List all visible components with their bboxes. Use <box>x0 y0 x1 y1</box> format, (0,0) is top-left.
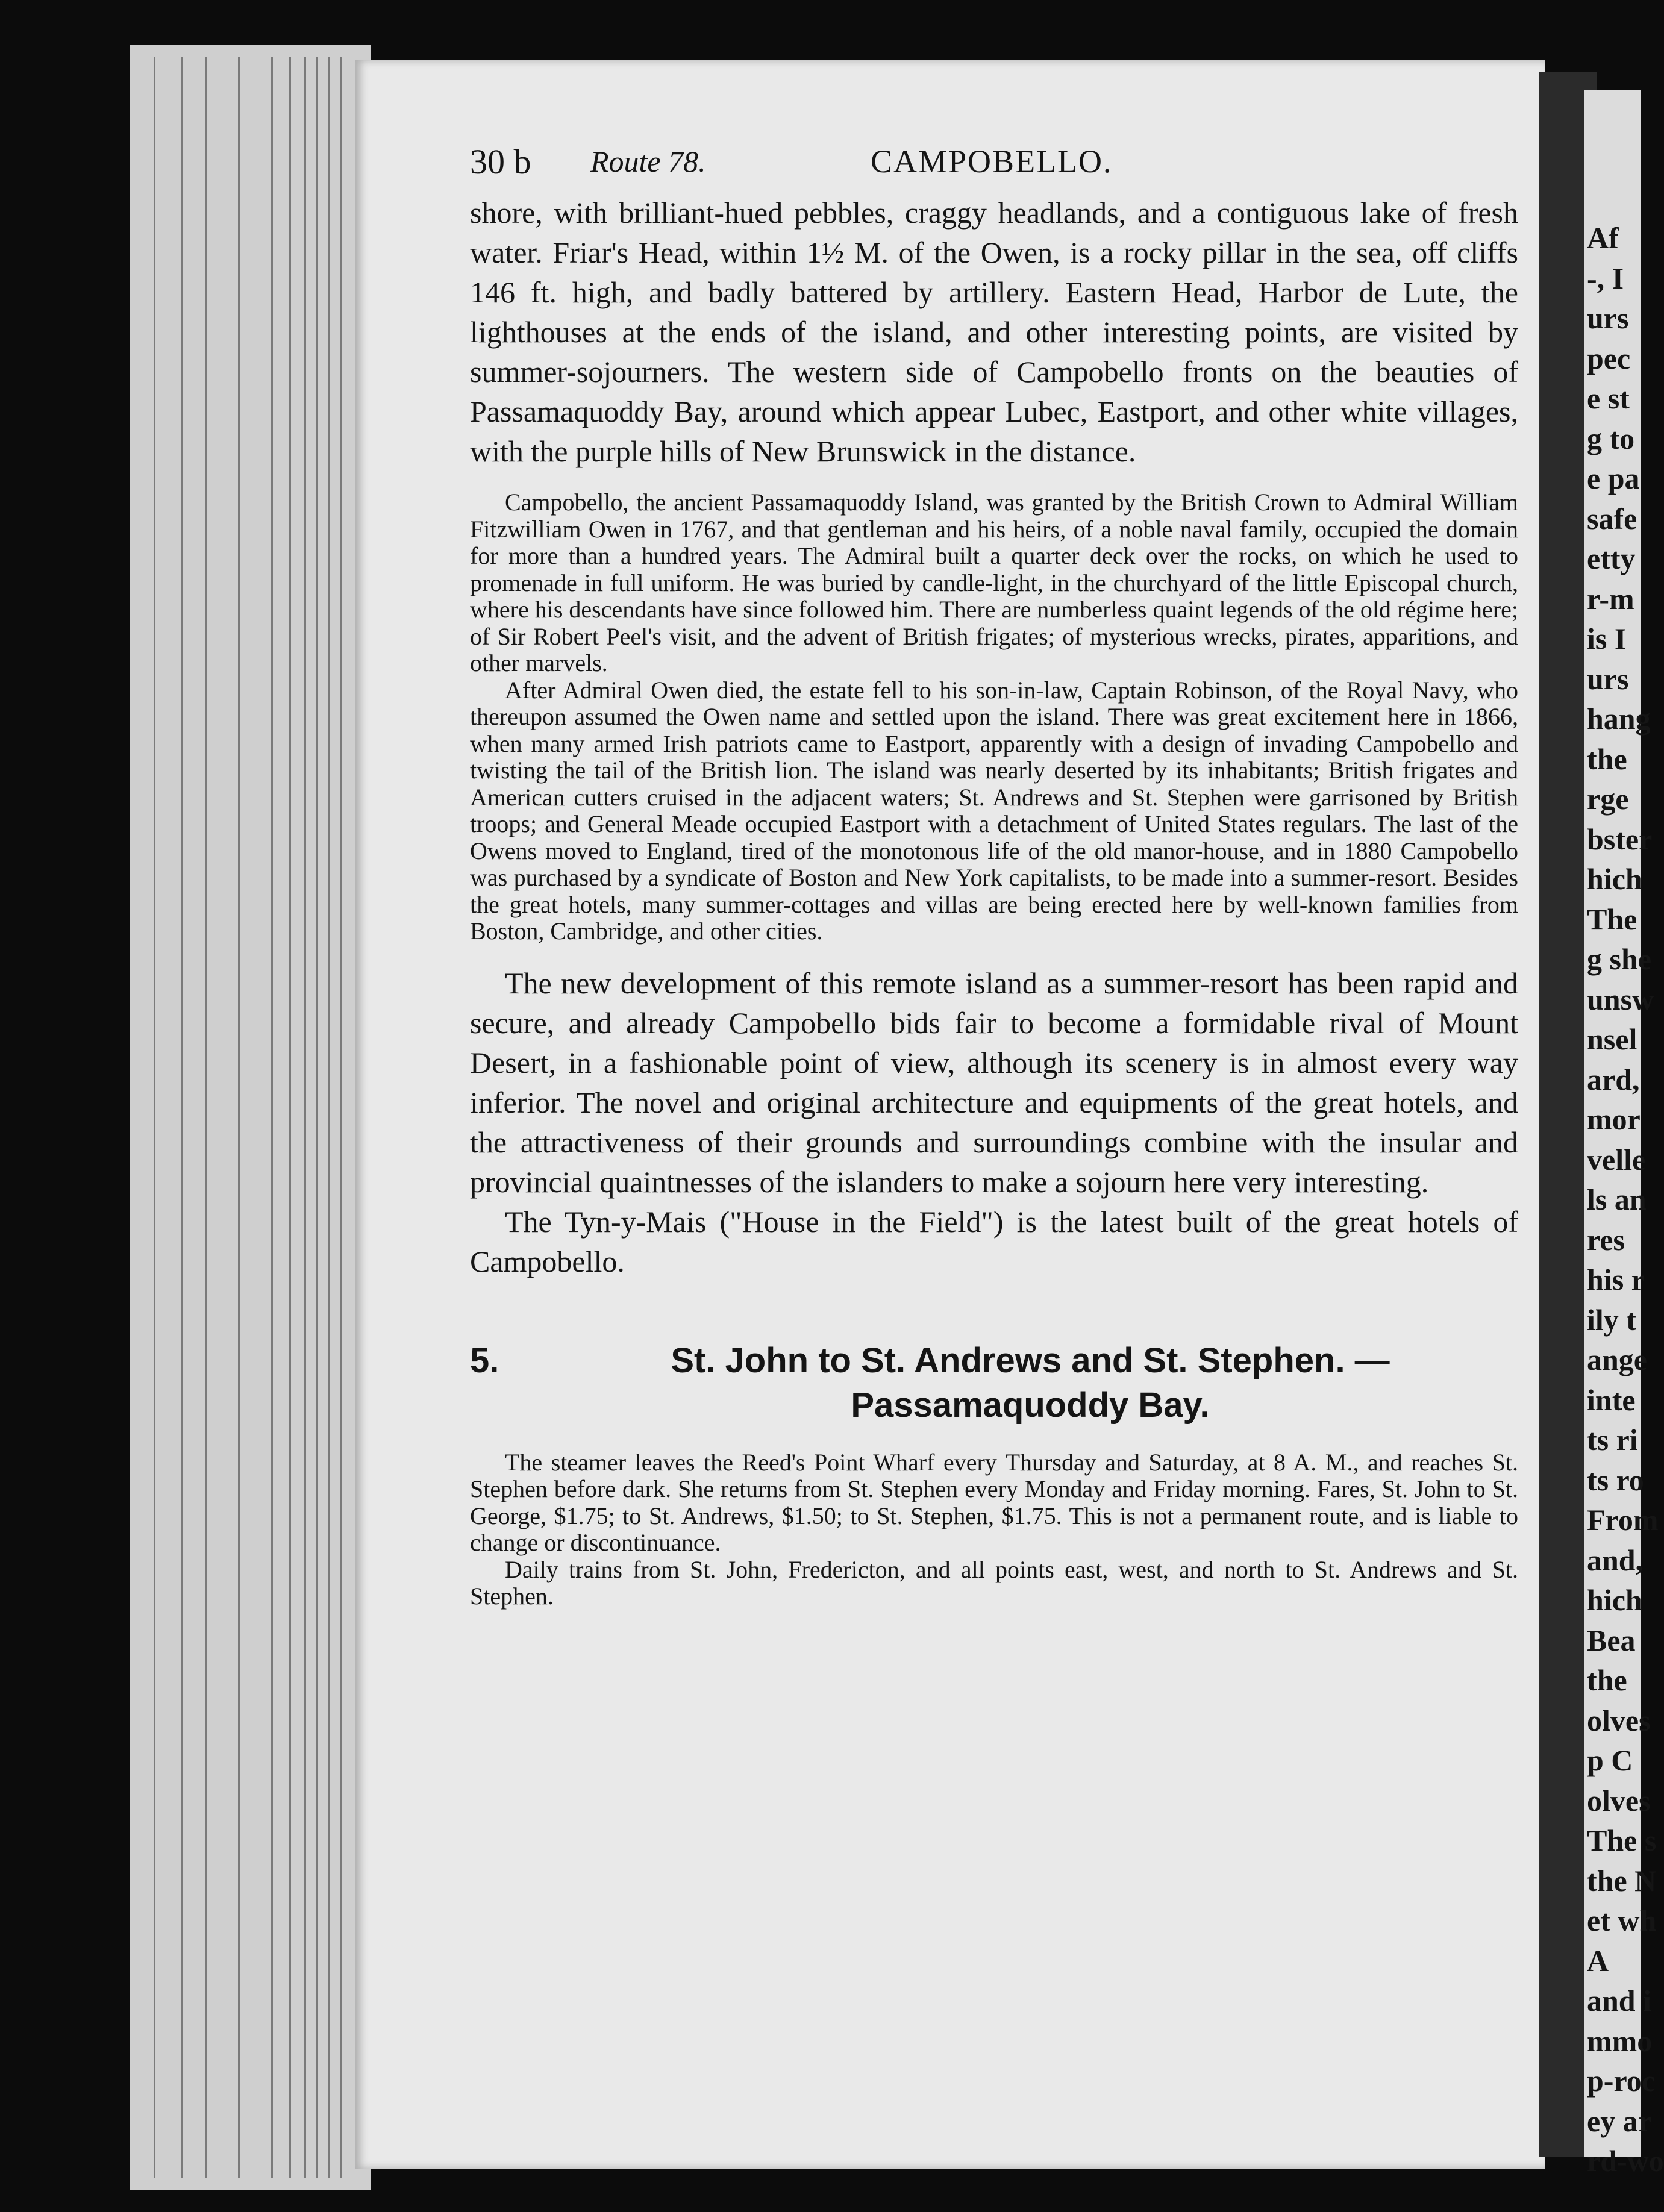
facing-page-line: the <box>1587 742 1627 776</box>
facing-page-line: ts ri <box>1587 1423 1638 1457</box>
route-note: The steamer leaves the Reed's Point Wharf every Thursday and Saturday, at 8 A. M., and reaches St. Stephen before dark. She returns from St. Stephen every Monday and Friday morning. Fares, St. John to St. George, $1.75; to St. Andrews, $1.50; to St. Stephen, $1.75. This is not a permanent route, and is liable to change or discontinuance. <box>470 1448 1518 1556</box>
page-edge <box>340 57 342 2178</box>
facing-page-line: his r <box>1587 1263 1645 1296</box>
fine-print-paragraph: Campobello, the ancient Passamaquoddy Island, was granted by the British Crown to Admiral William Fitzwilliam Owen in 1767, and that gentleman and his heirs, of a noble naval family, occupied the domain for more than a hundred years. The Admiral built a quarter deck over the rocks, on which he used to promenade in full uniform. He was buried by candle-light, in the churchyard of the little Episcopal church, where his descendants have since followed him. There are numberless quaint legends of the old régime here; of Sir Robert Peel's visit, and the advent of British frigates; of mysterious wrecks, pirates, apparitions, and other marvels. <box>470 489 1518 676</box>
facing-page-line: ard, <box>1587 1062 1640 1096</box>
facing-page-line: rge <box>1587 782 1629 816</box>
facing-page-line: ey ar <box>1587 2104 1651 2138</box>
facing-page-line: olves <box>1587 1783 1651 1817</box>
facing-page-line: rd-wo <box>1587 2144 1664 2178</box>
facing-page-line: hich <box>1587 1583 1642 1617</box>
facing-page-line: inte <box>1587 1382 1636 1417</box>
facing-page-line: e st <box>1587 381 1630 415</box>
page-edge <box>289 57 291 2178</box>
facing-page-line: hang <box>1587 702 1651 736</box>
facing-page-line: From <box>1587 1503 1659 1537</box>
facing-page <box>1584 90 1664 2178</box>
page-edge <box>316 57 318 2178</box>
facing-page-line: olves <box>1587 1703 1651 1737</box>
section-heading <box>470 1339 1518 1428</box>
body-paragraph: The Tyn-y-Mais ("House in the Field") is the latest built of the great hotels of Campobello. <box>470 1204 1518 1278</box>
facing-page-line: unsw <box>1587 982 1654 1016</box>
page-edge <box>271 57 273 2178</box>
page-number: 30 b <box>470 142 531 181</box>
page-edge <box>181 57 183 2178</box>
facing-page-line: urs <box>1587 301 1629 335</box>
page-edge <box>304 57 306 2178</box>
facing-page-line: pec <box>1587 341 1631 375</box>
facing-page-line: g she <box>1587 942 1651 976</box>
route-label: Route 78. <box>590 145 706 178</box>
fine-print-paragraph: After Admiral Owen died, the estate fell to his son-in-law, Captain Robinson, of the Royal Navy, who thereupon assumed the Owen name and settled upon the island. There was great excitement here in 1866, when many armed Irish patriots came to Eastport, apparently with a design of invading Campobello and twisting the tail of the British lion. The island was nearly deserted by its inhabitants; British frigates and American cutters cruised in the adjacent waters; St. Andrews and St. Stephen were garrisoned by British troops; and General Meade occupied Eastport with a detachment of United States regulars. The last of the Owens moved to England, tired of the monotonous life of the old manor-house, and in 1880 Campobello was purchased by a syndicate of Boston and New York capitalists, to be made into a summer-resort. Besides the great hotels, many summer-cottages and villas are being erected here by well-known families from Boston, Cambridge, and other cities. <box>470 676 1518 945</box>
running-header <box>470 136 1518 193</box>
facing-page-line: p C <box>1587 1743 1633 1777</box>
facing-page-line: mor <box>1587 1102 1641 1136</box>
section-title: St. John to St. Andrews and St. Stephen. — Passamaquoddy Bay. <box>671 1340 1390 1425</box>
facing-page-line: ange <box>1587 1343 1647 1376</box>
facing-page-line: Af <box>1587 221 1619 255</box>
facing-page-line: and i <box>1587 1984 1652 2017</box>
facing-page-line: is I <box>1587 622 1627 655</box>
facing-page-line: nsel <box>1587 1022 1637 1056</box>
page-edge <box>154 57 155 2178</box>
facing-page-line: -, I <box>1587 261 1624 295</box>
facing-page-line: A <box>1587 1943 1609 1978</box>
facing-page-line: ts ro <box>1587 1463 1644 1497</box>
facing-page-line: velle <box>1587 1142 1646 1176</box>
facing-page-line: p-roc <box>1587 2064 1655 2098</box>
facing-page-line: mmo <box>1587 2023 1653 2058</box>
facing-page-line: ls an <box>1587 1183 1647 1216</box>
facing-page-line: Bea <box>1587 1623 1636 1657</box>
facing-page-line: the <box>1587 1663 1627 1697</box>
body-paragraph: The new development of this remote island as a summer-resort has been rapid and secure, and already Campobello bids fair to become a formidable rival of Mount Desert, in a fashionable point of view, although its scenery is in almost every way inferior. The novel and original architecture and equipments of the great hotels, and the attractiveness of their grounds and surroundings combine with the insular and provincial quaintnesses of the islanders to make a sojourn here very interesting. <box>470 966 1518 1199</box>
facing-page-line: bster <box>1587 822 1653 856</box>
body-paragraph: shore, with brilliant-hued pebbles, craggy headlands, and a contiguous lake of fresh water. Friar's Head, within 1½ M. of the Owen, is a rocky pillar in the sea, off cliffs 146 ft. high, and badly battered by artillery. Eastern Head, Harbor de Lute, the lighthouses at the ends of the island, and other interesting points, are visited by summer-sojourners. The western side of Campobello fronts on the beauties of Passamaquoddy Bay, around which appear Lubec, Eastport, and other white villages, with the purple hills of New Brunswick in the distance. <box>470 196 1518 468</box>
page-edge <box>328 57 330 2178</box>
facing-page-line: r-m <box>1587 581 1634 616</box>
facing-page-line: the N <box>1587 1863 1657 1898</box>
facing-page-line: hich <box>1587 862 1642 896</box>
page-edge <box>205 57 207 2178</box>
section-number: 5. <box>470 1340 499 1380</box>
facing-page-line: urs <box>1587 661 1629 696</box>
facing-page-line: g to <box>1587 421 1635 455</box>
page-stack-left <box>130 45 371 2190</box>
facing-page-line: e pa <box>1587 461 1640 495</box>
page-content <box>470 136 1518 1610</box>
facing-page-line: et wh <box>1587 1904 1657 1937</box>
facing-page-line: res <box>1587 1222 1625 1257</box>
route-note: Daily trains from St. John, Fredericton, and all points east, west, and north to St. Andrews and St. Stephen. <box>470 1555 1518 1610</box>
facing-page-line: safe <box>1587 501 1637 536</box>
page-title: CAMPOBELLO. <box>871 143 1113 180</box>
facing-page-line: ily t <box>1587 1302 1636 1337</box>
facing-page-line: etty <box>1587 542 1636 575</box>
page-edge <box>238 57 240 2178</box>
facing-page-line: The s <box>1587 1823 1657 1857</box>
facing-page-line: and, <box>1587 1543 1644 1577</box>
facing-page-line: The <box>1587 902 1637 936</box>
